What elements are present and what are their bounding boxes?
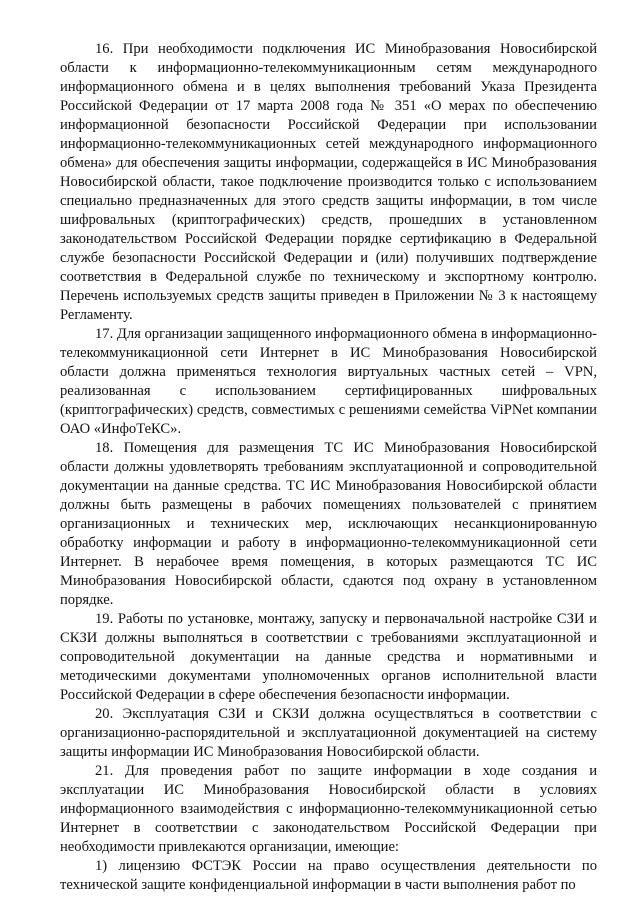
document-page <box>60 40 597 895</box>
paragraph-18: 18. Помещения для размещения ТС ИС Минобразования Новосибирской области должны удовлетворять требованиям эксплуатационной и сопроводительной документации на данные средства. ТС ИС Минобразования Новосибирской области должны быть размещены в рабочих помещениях пользователей с принятием организационных и технических мер, исключающих несанкционированную обработку информации и работу в информационно-телекоммуникационной сети Интернет. В нерабочее время помещения, в которых размещаются ТС ИС Минобразования Новосибирской области, сдаются под охрану в установленном порядке. <box>60 440 597 608</box>
paragraph-21: 21. Для проведения работ по защите информации в ходе создания и эксплуатации ИС Минобразования Новосибирской области в условиях информационного взаимодействия с информационно-телекоммуникационной сетью Интернет в соответствии с законодательством Российской Федерации при необходимости привлекаются организации, имеющие: <box>60 763 597 855</box>
paragraph-16: 16. При необходимости подключения ИС Минобразования Новосибирской области к информационно-телекоммуникационным сетям международного информационного обмена и в целях выполнения требований Указа Президента Российской Федерации от 17 марта 2008 года № 351 «О мерах по обеспечению информационной безопасности Российской Федерации при использовании информационно-телекоммуникационных сетей международного информационного обмена» для обеспечения защиты информации, содержащейся в ИС Минобразования Новосибирской области, такое подключение производится только с использованием специально предназначенных для этого средств защиты информации, в том числе шифровальных (криптографических) средств, прошедших в установленном законодательством Российской Федерации порядке сертификацию в Федеральной службе безопасности Российской Федерации и (или) получивших подтверждение соответствия в Федеральной службе по техническому и экспортному контролю. Перечень используемых средств защиты приведен в Приложении № 3 к настоящему Регламенту. <box>60 41 597 323</box>
paragraph-17: 17. Для организации защищенного информационного обмена в информационно-телекоммуникационной сети Интернет в ИС Минобразования Новосибирской области должна применяться технология виртуальных частных сетей – VPN, реализованная с использованием сертифицированных шифровальных (криптографических) средств, совместимых с решениями семейства ViPNet компании ОАО «ИнфоТеКС». <box>60 326 597 437</box>
paragraph-20: 20. Эксплуатация СЗИ и СКЗИ должна осуществляться в соответствии с организационно-распорядительной и эксплуатационной документацией на систему защиты информации ИС Минобразования Новосибирской области. <box>60 706 597 760</box>
paragraph-21-item-1: 1) лицензию ФСТЭК России на право осуществления деятельности по технической защите конфиденциальной информации в части выполнения работ по <box>60 858 597 893</box>
paragraph-19: 19. Работы по установке, монтажу, запуску и первоначальной настройке СЗИ и СКЗИ должны выполняться в соответствии с требованиями эксплуатационной и сопроводительной документации на данные средства и нормативными и методическими документами уполномоченных органов исполнительной власти Российской Федерации в сфере обеспечения безопасности информации. <box>60 611 597 703</box>
